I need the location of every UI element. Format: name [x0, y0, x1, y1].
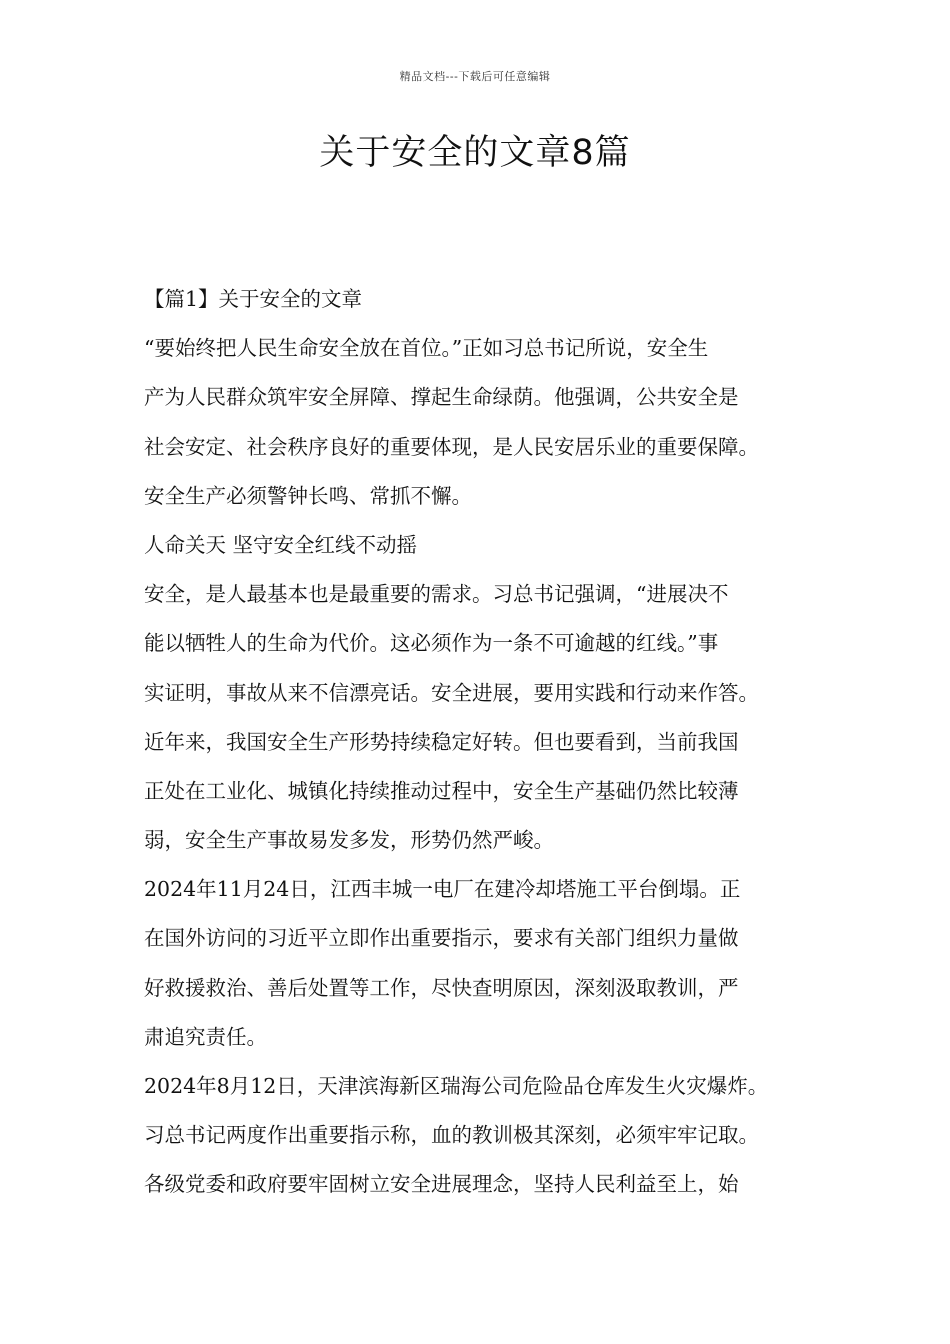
body-line: 2024年11月24日，江西丰城一电厂在建冷却塔施工平台倒塌。正	[144, 877, 741, 902]
body-line: 社会安定、社会秩序良好的重要体现，是人民安居乐业的重要保障。	[144, 434, 759, 459]
body-line: 安全生产必须警钟长鸣、常抓不懈。	[144, 483, 472, 508]
body-line: 实证明，事故从来不信漂亮话。安全进展，要用实践和行动来作答。	[144, 680, 759, 705]
section-heading: 【篇1】关于安全的文章	[144, 287, 363, 311]
subheading: 人命关天 坚守安全红线不动摇	[144, 532, 418, 557]
body-line: 近年来，我国安全生产形势持续稳定好转。但也要看到，当前我国	[144, 729, 739, 754]
body-line: 在国外访问的习近平立即作出重要指示，要求有关部门组织力量做	[144, 926, 739, 951]
body-line: 习总书记两度作出重要指示称，血的教训极其深刻，必须牢牢记取。	[144, 1123, 759, 1148]
body-line: 弱，安全生产事故易发多发，形势仍然严峻。	[144, 828, 554, 853]
document-body	[144, 275, 824, 1210]
body-line: 2024年8月12日，天津滨海新区瑞海公司危险品仓库发生火灾爆炸。	[144, 1074, 769, 1098]
body-line: 各级党委和政府要牢固树立安全进展理念，坚持人民利益至上，始	[144, 1172, 739, 1197]
body-line: 正处在工业化、城镇化持续推动过程中，安全生产基础仍然比较薄	[144, 778, 739, 803]
document-title: 关于安全的文章8篇	[319, 133, 631, 173]
body-line: “要始终把人民生命安全放在首位。”正如习总书记所说，安全生	[144, 336, 709, 361]
body-line: 肃追究责任。	[144, 1024, 267, 1049]
body-line: 好救援救治、善后处置等工作，尽快查明原因，深刻汲取教训，严	[144, 975, 739, 1000]
page-header-watermark: 精品文档---下载后可任意编辑	[399, 70, 551, 83]
body-line: 产为人民群众筑牢安全屏障、撑起生命绿荫。他强调，公共安全是	[144, 385, 739, 410]
body-line: 安全，是人最基本也是最重要的需求。习总书记强调，“进展决不	[144, 582, 729, 607]
body-line: 能以牺牲人的生命为代价。这必须作为一条不可逾越的红线。”事	[144, 631, 719, 656]
